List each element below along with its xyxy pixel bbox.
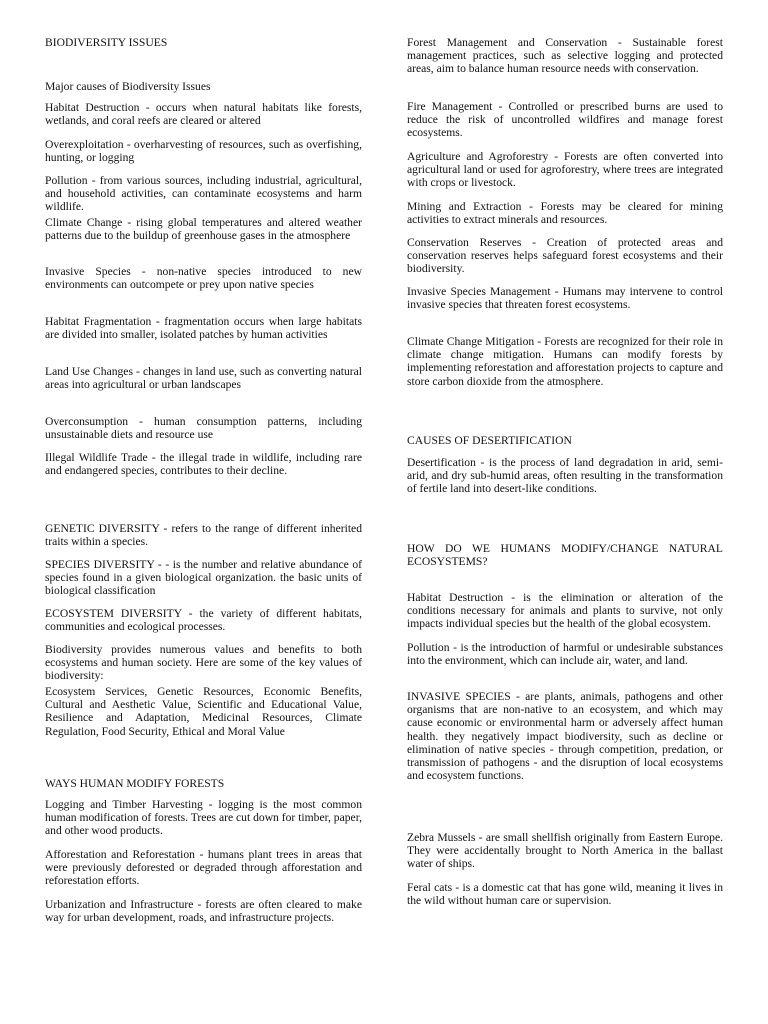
paragraph-afforestation: Afforestation and Reforestation - humans plant trees in areas that were previously deforested or degraded through afforestation and reforestation efforts.: [45, 848, 362, 888]
heading-ways-human-modify-forests: WAYS HUMAN MODIFY FORESTS: [45, 777, 225, 790]
paragraph-species-diversity: SPECIES DIVERSITY - - is the number and relative abundance of species found in a given biological organization. the basic units of biological classification: [45, 558, 362, 598]
paragraph-logging: Logging and Timber Harvesting - logging is the most common human modification of forests. Trees are cut down for timber, paper, and other wood products.: [45, 798, 362, 838]
paragraph-biodiversity-values: Biodiversity provides numerous values and benefits to both ecosystems and human society. Here are some of the key values of biodiversity:: [45, 643, 362, 683]
paragraph-urbanization: Urbanization and Infrastructure - forests are often cleared to make way for urban development, roads, and infrastructure projects.: [45, 898, 362, 925]
paragraph-invasive-species-management: Invasive Species Management - Humans may intervene to control invasive species that threaten forest ecosystems.: [407, 285, 723, 312]
paragraph-invasive-species-definition: INVASIVE SPECIES - are plants, animals, pathogens and other organisms that are non-native to an ecosystem, and which may cause economic or environmental harm or adversely affect human health. they negatively impact biodiversity, such as decline or elimination of native species - through competition, predation, or transmission of pathogens - and the disruption of local ecosystems and ecosystem functions.: [407, 690, 723, 783]
heading-causes-of-desertification: CAUSES OF DESERTIFICATION: [407, 434, 572, 447]
heading-how-humans-modify-ecosystems: HOW DO WE HUMANS MODIFY/CHANGE NATURAL ECOSYSTEMS?: [407, 542, 723, 569]
paragraph-illegal-wildlife-trade: Illegal Wildlife Trade - the illegal trade in wildlife, including rare and endangered species, contributes to their decline.: [45, 451, 362, 478]
causes-subtitle: Major causes of Biodiversity Issues: [45, 80, 211, 93]
paragraph-desertification: Desertification - is the process of land degradation in arid, semi-arid, and dry sub-humid areas, often resulting in the transformation of fertile land into desert-like conditions.: [407, 456, 723, 496]
paragraph-genetic-diversity: GENETIC DIVERSITY - refers to the range of different inherited traits within a species.: [45, 522, 362, 549]
paragraph-forest-management: Forest Management and Conservation - Sustainable forest management practices, such as selective logging and protected areas, aim to balance human resource needs with conservation.: [407, 36, 723, 76]
paragraph-values-list: Ecosystem Services, Genetic Resources, Economic Benefits, Cultural and Aesthetic Value, Scientific and Educational Value, Resilience and Adaptation, Medicinal Resources, Climate Regulation, Food Security, Ethical and Moral Value: [45, 685, 362, 738]
paragraph-agriculture: Agriculture and Agroforestry - Forests are often converted into agricultural land or used for agroforestry, where trees are integrated with crops or livestock.: [407, 150, 723, 190]
paragraph-habitat-destruction: Habitat Destruction - occurs when natural habitats like forests, wetlands, and coral reefs are cleared or altered: [45, 101, 362, 128]
paragraph-overconsumption: Overconsumption - human consumption patterns, including unsustainable diets and resource use: [45, 415, 362, 442]
paragraph-zebra-mussels: Zebra Mussels - are small shellfish originally from Eastern Europe. They were accidentally brought to North America in the ballast water of ships.: [407, 831, 723, 871]
paragraph-invasive-species: Invasive Species - non-native species introduced to new environments can outcompete or prey upon native species: [45, 265, 362, 292]
paragraph-ecosystem-diversity: ECOSYSTEM DIVERSITY - the variety of different habitats, communities and ecological processes.: [45, 607, 362, 634]
paragraph-mining: Mining and Extraction - Forests may be cleared for mining activities to extract minerals and resources.: [407, 200, 723, 227]
document-title: BIODIVERSITY ISSUES: [45, 36, 168, 49]
paragraph-climate-change-mitigation: Climate Change Mitigation - Forests are recognized for their role in climate change mitigation. Humans can modify forests by implementing reforestation and afforestation projects to capture and store carbon dioxide from the atmosphere.: [407, 335, 723, 388]
paragraph-land-use-changes: Land Use Changes - changes in land use, such as converting natural areas into agricultural or urban landscapes: [45, 365, 362, 392]
paragraph-overexploitation: Overexploitation - overharvesting of resources, such as overfishing, hunting, or logging: [45, 138, 362, 165]
paragraph-fire-management: Fire Management - Controlled or prescribed burns are used to reduce the risk of uncontrolled wildfires and manage forest ecosystems.: [407, 100, 723, 140]
paragraph-feral-cats: Feral cats - is a domestic cat that has gone wild, meaning it lives in the wild without human care or supervision.: [407, 881, 723, 908]
paragraph-pollution-definition: Pollution - is the introduction of harmful or undesirable substances into the environment, which can include air, water, and land.: [407, 641, 723, 668]
paragraph-habitat-fragmentation: Habitat Fragmentation - fragmentation occurs when large habitats are divided into smaller, isolated patches by human activities: [45, 315, 362, 342]
paragraph-habitat-destruction-definition: Habitat Destruction - is the elimination or alteration of the conditions necessary for animals and plants to survive, not only impacts individual species but the health of the global ecosystem.: [407, 591, 723, 631]
paragraph-pollution: Pollution - from various sources, including industrial, agricultural, and household activities, can contaminate ecosystems and harm wildlife.: [45, 174, 362, 214]
paragraph-conservation-reserves: Conservation Reserves - Creation of protected areas and conservation reserves helps safeguard forest ecosystems and their biodiversity.: [407, 236, 723, 276]
paragraph-climate-change: Climate Change - rising global temperatures and altered weather patterns due to the buildup of greenhouse gases in the atmosphere: [45, 216, 362, 243]
